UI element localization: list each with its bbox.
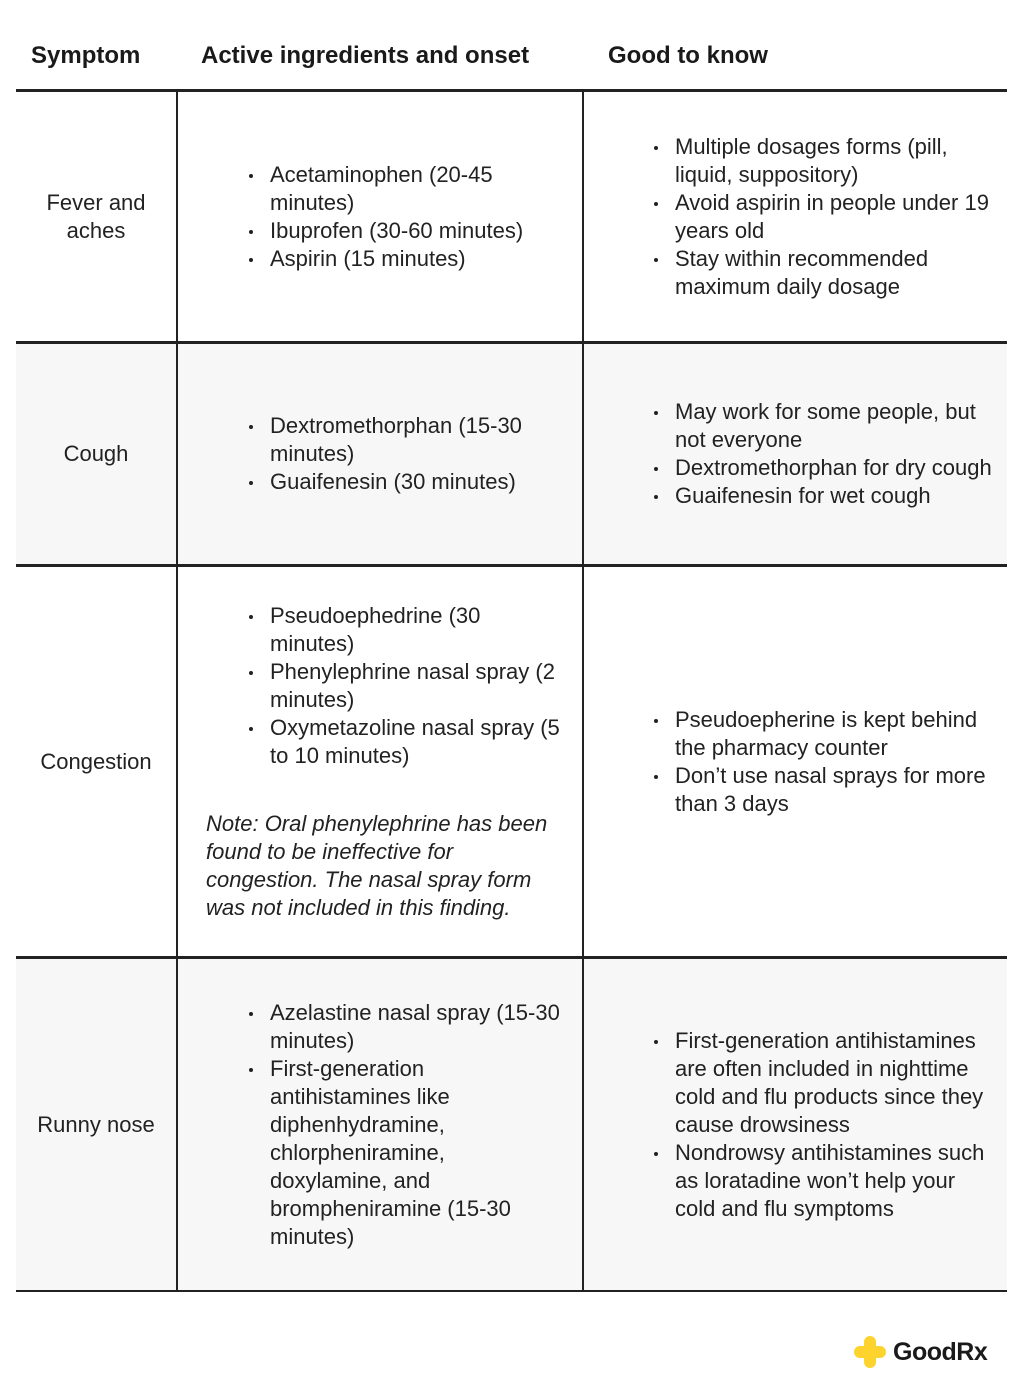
list-item: Oxymetazoline nasal spray (5 to 10 minutes) xyxy=(270,714,566,770)
notes-list xyxy=(654,398,997,510)
list-item: Dextromethorphan for dry cough xyxy=(675,454,997,482)
list-item: Stay within recommended maximum daily dosage xyxy=(675,245,997,301)
header-notes: Good to know xyxy=(608,42,768,69)
ingredients-cell xyxy=(176,344,582,564)
list-item: Pseudoepherine is kept behind the pharmacy counter xyxy=(675,706,997,762)
list-item: Aspirin (15 minutes) xyxy=(270,245,566,273)
list-item: Ibuprofen (30-60 minutes) xyxy=(270,217,566,245)
symptom-cell: Fever and aches xyxy=(46,189,146,243)
list-item: First-generation antihistamines are often included in nighttime cold and flu products since they cause drowsiness xyxy=(675,1027,997,1139)
list-item: Dextromethorphan (15-30 minutes) xyxy=(270,412,566,468)
ingredients-cell xyxy=(176,959,582,1290)
notes-cell xyxy=(582,92,1007,341)
table-row-congestion xyxy=(16,564,1007,956)
notes-list xyxy=(654,706,997,818)
list-item: Don’t use nasal sprays for more than 3 days xyxy=(675,762,997,818)
congestion-note: Note: Oral phenylephrine has been found to be ineffective for congestion. The nasal spray form was not included in this finding. xyxy=(206,810,548,920)
table-row-runny-nose xyxy=(16,956,1007,1292)
goodrx-logo xyxy=(854,1334,987,1370)
logo-text: GoodRx xyxy=(893,1337,988,1366)
ingredients-cell xyxy=(176,92,582,341)
list-item: Pseudoephedrine (30 minutes) xyxy=(270,602,566,658)
symptom-cell: Cough xyxy=(63,441,129,466)
ingredients-cell xyxy=(176,567,582,956)
ingredients-list xyxy=(206,412,566,496)
table-row-fever xyxy=(16,89,1007,341)
notes-cell xyxy=(582,344,1007,564)
list-item: Guaifenesin (30 minutes) xyxy=(270,468,566,496)
plus-icon xyxy=(854,1336,886,1368)
list-item: Avoid aspirin in people under 19 years old xyxy=(675,189,997,245)
list-item: Nondrowsy antihistamines such as loratadine won’t help your cold and flu symptoms xyxy=(675,1139,997,1223)
list-item: Guaifenesin for wet cough xyxy=(675,482,997,510)
notes-list xyxy=(654,133,997,301)
list-item: Azelastine nasal spray (15-30 minutes) xyxy=(270,999,566,1055)
notes-cell xyxy=(582,959,1007,1290)
ingredients-list xyxy=(206,161,566,273)
list-item: First-generation antihistamines like diphenhydramine, chlorpheniramine, doxylamine, and brompheniramine (15-30 minutes) xyxy=(270,1055,566,1251)
notes-list xyxy=(654,1027,997,1223)
table-header xyxy=(16,0,1007,90)
table-row-cough xyxy=(16,341,1007,564)
notes-cell xyxy=(582,567,1007,956)
ingredients-list xyxy=(206,999,566,1251)
symptom-cell: Congestion xyxy=(40,748,152,774)
list-item: Phenylephrine nasal spray (2 minutes) xyxy=(270,658,566,714)
header-ingredients: Active ingredients and onset xyxy=(201,42,530,69)
header-symptom: Symptom xyxy=(31,42,141,69)
list-item: Acetaminophen (20-45 minutes) xyxy=(270,161,566,217)
ingredients-list xyxy=(206,602,566,770)
symptom-cell: Runny nose xyxy=(37,1111,155,1137)
list-item: Multiple dosages forms (pill, liquid, suppository) xyxy=(675,133,997,189)
list-item: May work for some people, but not everyone xyxy=(675,398,997,454)
